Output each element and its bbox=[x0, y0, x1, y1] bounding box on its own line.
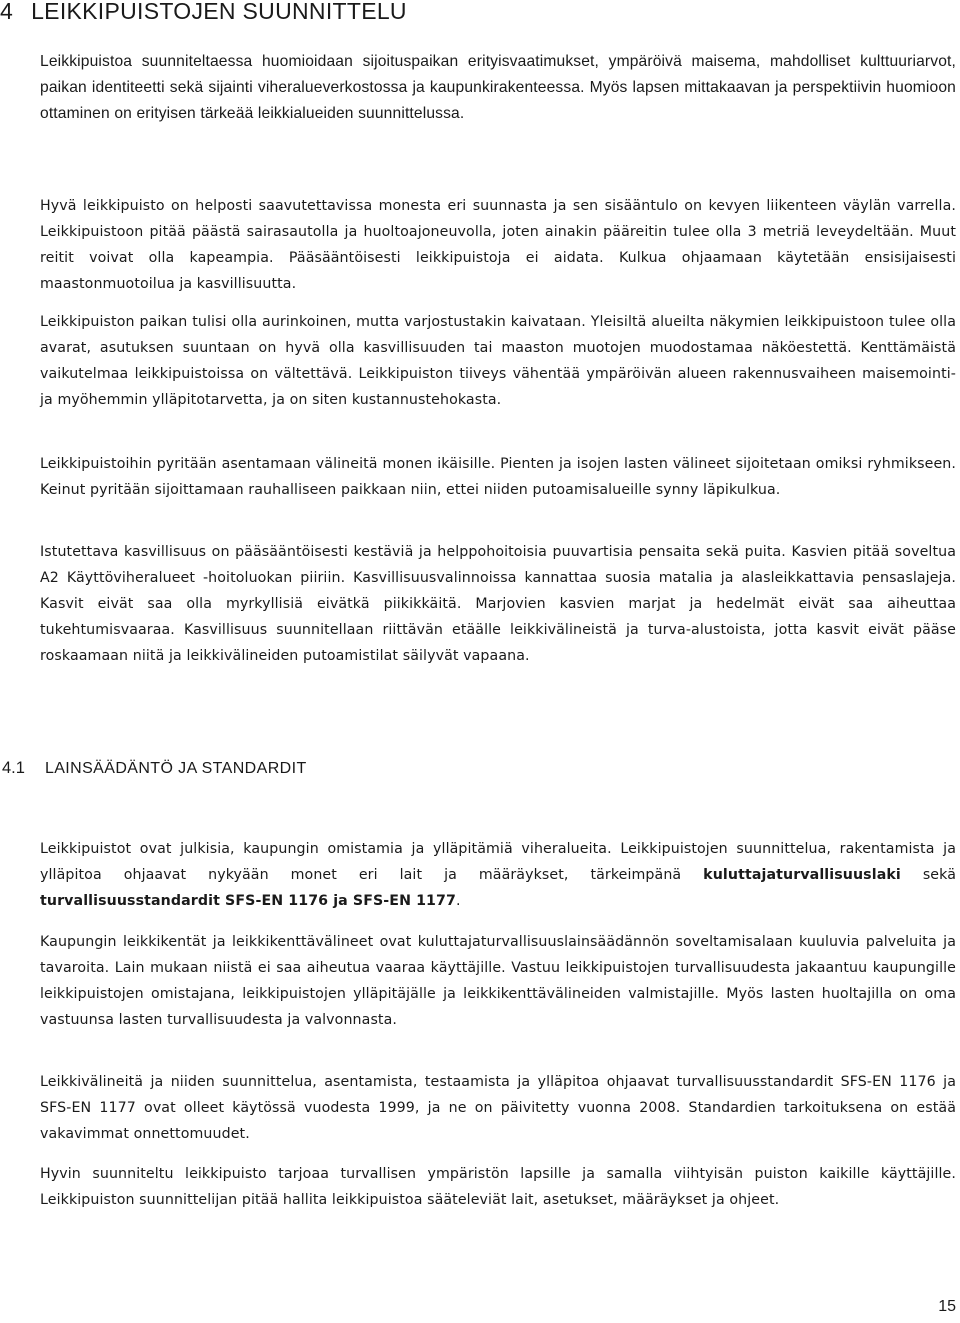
section-title bbox=[2, 759, 307, 778]
section-paragraph-2: Kaupungin leikkikentät ja leikkikenttävälineet ovat kuluttajaturvallisuuslainsäädännön soveltamisalaan kuuluvia palveluita ja tavaroita. Lain mukaan niistä ei saa aiheutua vaaraa käyttäjille. Vastuu leikkipuistojen turvallisuudesta jakaantuu kaupungille leikkipuistojen omistajana, leikkipuistojen ylläpitäjälle ja leikkikenttävälineiden valmistajille. Myös lasten huoltajilla on oma vastuunsa lasten turvallisuudesta ja valvonnasta. bbox=[40, 934, 956, 1028]
section-paragraph-1-text-after: . bbox=[455, 893, 461, 909]
section-paragraph-1-text-before: Leikkipuistot ovat julkisia, kaupungin omistamia ja ylläpitämiä viheralueita. Leikkipuistojen suunnittelua, rakentamista ja ylläpitoa ohjaavat nykyään monet eri lait ja määräykset, tärkeimpänä bbox=[40, 841, 956, 883]
section-number: 4.1 bbox=[2, 759, 25, 777]
paragraph-1: Leikkipuistoa suunniteltaessa huomioidaan sijoituspaikan erityisvaatimukset, ympäröivä maisema, mahdolliset kulttuuriarvot, paikan identiteetti sekä sijainti viheralueverkostossa ja kaupunkirakenteessa. Myös lapsen mittakaavan ja perspektiivin huomioon ottaminen on erityisen tärkeää leikkialueiden suunnittelussa. bbox=[40, 53, 956, 122]
section-paragraph-1-bold-standards: turvallisuusstandardit SFS-EN 1176 ja SFS-EN 1177 bbox=[40, 893, 456, 909]
paragraph-5: Istutettava kasvillisuus on pääsääntöisesti kestäviä ja helppohoitoisia puuvartisia pensaita sekä puita. Kasvien pitää soveltua A2 Käyttöviheralueet -hoitoluokan piiriin. Kasvillisuusvalinnoissa kannattaa suosia matalia ja alasleikkattavia pensaslajeja. Kasvit eivät saa olla myrkyllisiä eivätkä piikikkäitä. Marjovien kasvien marjat ja hedelmät eivät saa aiheuttaa tukehtumisvaaraa. Kasvillisuus suunnitellaan riittävän etäälle leikkivälineistä ja turva-alustoista, jotta kasvit eivät pääse roskaamaan niitä ja leikkivälineiden putoamistilat säilyvät vapaana. bbox=[40, 544, 956, 664]
chapter-number: 4 bbox=[0, 0, 14, 24]
chapter-title bbox=[0, 0, 407, 25]
page-number: 15 bbox=[938, 1298, 956, 1315]
section-paragraph-3: Leikkivälineitä ja niiden suunnittelua, asentamista, testaamista ja ylläpitoa ohjaavat turvallisuusstandardit SFS-EN 1176 ja SFS-EN 1177 ovat olleet käytössä vuodesta 1999, ja ne on päivitetty vuonna 2008. Standardien tarkoituksena on estää vakavimmat onnettomuudet. bbox=[40, 1074, 956, 1142]
paragraph-4: Leikkipuistoihin pyritään asentamaan välineitä monen ikäisille. Pienten ja isojen lasten välineet sijoitetaan omiksi ryhmikseen. Keinut pyritään sijoittamaan rauhalliseen paikkaan niin, ettei niiden putoamisalueille synny läpikulkua. bbox=[40, 456, 956, 498]
section-paragraph-4: Hyvin suunniteltu leikkipuisto tarjoaa turvallisen ympäristön lapsille ja samalla viihtyisän puiston kaikille käyttäjille. Leikkipuiston suunnittelijan pitää hallita leikkipuistoa sääteleviät lait, asetukset, määräykset ja ohjeet. bbox=[40, 1166, 956, 1208]
paragraph-3: Leikkipuiston paikan tulisi olla aurinkoinen, mutta varjostustakin kaivataan. Yleisiltä alueilta näkymien leikkipuistoon tulee olla avarat, asutuksen suuntaan on hyvä olla kasvillisuuden tai maaston muotojen muodostamaa näköestettä. Kenttämäistä vaikutelmaa leikkipuistoissa on vältettävä. Leikkipuiston tiiveys vähentää ympäröivän alueen rakennusvaiheen maisemointi- ja myöhemmin ylläpitotarvetta, ja on siten kustannustehokasta. bbox=[40, 314, 956, 408]
section-paragraph-1-text-mid: sekä bbox=[900, 867, 956, 883]
section-paragraph-1 bbox=[40, 836, 956, 914]
chapter-title-text: LEIKKIPUISTOJEN SUUNNITTELU bbox=[31, 0, 407, 24]
section-title-text: LAINSÄÄDÄNTÖ JA STANDARDIT bbox=[44, 760, 307, 777]
paragraph-2: Hyvä leikkipuisto on helposti saavutettavissa monesta eri suunnasta ja sen sisääntulo on kevyen liikenteen väylän varrella. Leikkipuistoon pitää päästä sairasautolla ja huoltoajoneuvolla, joten ainakin pääreitin tulee olla 3 metriä leveydeltään. Muut reitit voivat olla kapeampia. Pääsääntöisesti leikkipuistoja ei aidata. Kulkua ohjaamaan käytetään ensisijaisesti maastonmuotoilua ja kasvillisuutta. bbox=[40, 198, 956, 292]
section-paragraph-1-bold-law: kuluttajaturvallisuuslaki bbox=[703, 867, 901, 883]
